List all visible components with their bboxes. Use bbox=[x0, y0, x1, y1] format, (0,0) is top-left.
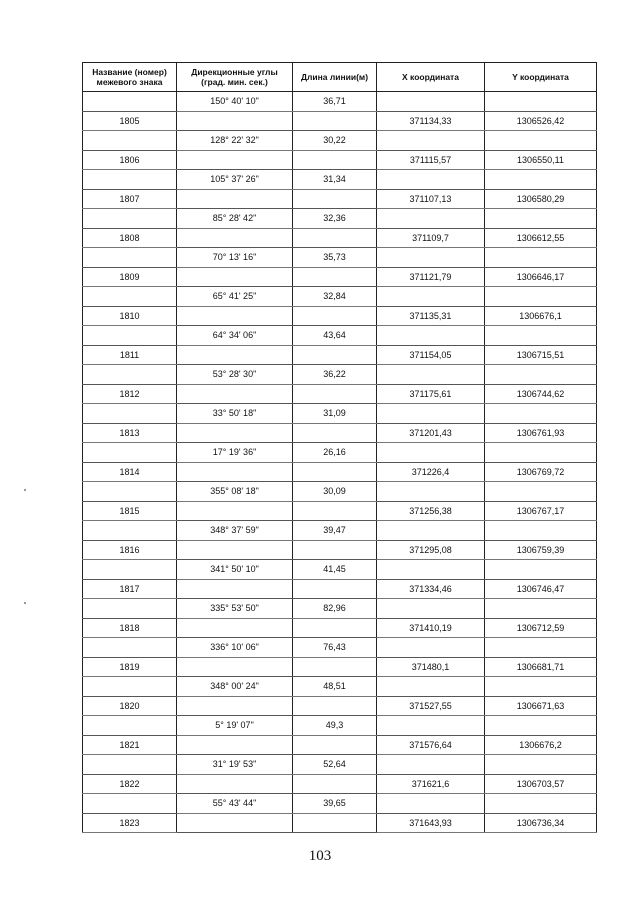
x-coordinate-cell: 371576,64 bbox=[377, 735, 485, 755]
x-coordinate-cell: 371226,4 bbox=[377, 462, 485, 482]
mark-name-cell: 1809 bbox=[83, 267, 177, 287]
direction-angle-cell: 336° 10' 06" bbox=[177, 638, 293, 658]
line-length-cell: 26,16 bbox=[293, 443, 377, 463]
y-coordinate-cell: 1306746,47 bbox=[485, 579, 597, 599]
table-row-mark bbox=[83, 462, 597, 482]
table-row-mark bbox=[83, 774, 597, 794]
line-length-cell: 35,73 bbox=[293, 248, 377, 268]
x-coordinate-cell: 371154,05 bbox=[377, 345, 485, 365]
direction-angle-cell bbox=[177, 501, 293, 521]
table-row-line bbox=[83, 599, 597, 619]
table-row-line bbox=[83, 794, 597, 814]
direction-angle-cell bbox=[177, 345, 293, 365]
table-row-mark bbox=[83, 150, 597, 170]
direction-angle-cell: 341° 50' 10" bbox=[177, 560, 293, 580]
line-length-cell bbox=[293, 579, 377, 599]
x-coordinate-cell bbox=[377, 92, 485, 112]
x-coordinate-cell: 371201,43 bbox=[377, 423, 485, 443]
direction-angle-cell: 128° 22' 32" bbox=[177, 131, 293, 151]
line-length-cell: 36,71 bbox=[293, 92, 377, 112]
y-coordinate-cell bbox=[485, 677, 597, 697]
direction-angle-cell: 17° 19' 36" bbox=[177, 443, 293, 463]
table-row-mark bbox=[83, 423, 597, 443]
header-x-coordinate: X координата bbox=[377, 63, 485, 92]
mark-name-cell bbox=[83, 599, 177, 619]
x-coordinate-cell bbox=[377, 365, 485, 385]
mark-name-cell: 1820 bbox=[83, 696, 177, 716]
y-coordinate-cell bbox=[485, 131, 597, 151]
table-row-line bbox=[83, 521, 597, 541]
line-length-cell bbox=[293, 384, 377, 404]
table-row-line bbox=[83, 443, 597, 463]
mark-name-cell: 1815 bbox=[83, 501, 177, 521]
direction-angle-cell: 53° 28' 30" bbox=[177, 365, 293, 385]
table-body bbox=[83, 92, 597, 833]
table-row-mark bbox=[83, 579, 597, 599]
direction-angle-cell bbox=[177, 579, 293, 599]
x-coordinate-cell bbox=[377, 599, 485, 619]
table-row-line bbox=[83, 326, 597, 346]
y-coordinate-cell: 1306612,55 bbox=[485, 228, 597, 248]
direction-angle-cell bbox=[177, 228, 293, 248]
direction-angle-cell bbox=[177, 306, 293, 326]
x-coordinate-cell: 371109,7 bbox=[377, 228, 485, 248]
mark-name-cell bbox=[83, 404, 177, 424]
direction-angle-cell: 55° 43' 44" bbox=[177, 794, 293, 814]
mark-name-cell bbox=[83, 287, 177, 307]
mark-name-cell: 1823 bbox=[83, 813, 177, 833]
table-row-mark bbox=[83, 735, 597, 755]
scan-speck bbox=[24, 489, 26, 491]
table-row-line bbox=[83, 560, 597, 580]
x-coordinate-cell bbox=[377, 404, 485, 424]
x-coordinate-cell bbox=[377, 560, 485, 580]
mark-name-cell bbox=[83, 170, 177, 190]
mark-name-cell bbox=[83, 638, 177, 658]
table-row-mark bbox=[83, 111, 597, 131]
mark-name-cell bbox=[83, 716, 177, 736]
direction-angle-cell bbox=[177, 150, 293, 170]
mark-name-cell bbox=[83, 482, 177, 502]
table-row-mark bbox=[83, 189, 597, 209]
direction-angle-cell: 355° 08' 18" bbox=[177, 482, 293, 502]
y-coordinate-cell: 1306712,59 bbox=[485, 618, 597, 638]
line-length-cell: 30,09 bbox=[293, 482, 377, 502]
x-coordinate-cell: 371115,57 bbox=[377, 150, 485, 170]
line-length-cell: 49,3 bbox=[293, 716, 377, 736]
table-row-line bbox=[83, 287, 597, 307]
table-row-line bbox=[83, 404, 597, 424]
direction-angle-cell: 348° 00' 24" bbox=[177, 677, 293, 697]
y-coordinate-cell bbox=[485, 170, 597, 190]
y-coordinate-cell bbox=[485, 326, 597, 346]
scan-speck bbox=[24, 602, 26, 604]
direction-angle-cell: 70° 13' 16" bbox=[177, 248, 293, 268]
direction-angle-cell: 64° 34' 06" bbox=[177, 326, 293, 346]
line-length-cell bbox=[293, 696, 377, 716]
y-coordinate-cell bbox=[485, 794, 597, 814]
y-coordinate-cell: 1306715,51 bbox=[485, 345, 597, 365]
table-row-mark bbox=[83, 813, 597, 833]
direction-angle-cell: 31° 19' 53" bbox=[177, 755, 293, 775]
y-coordinate-cell: 1306736,34 bbox=[485, 813, 597, 833]
x-coordinate-cell: 371480,1 bbox=[377, 657, 485, 677]
x-coordinate-cell: 371107,13 bbox=[377, 189, 485, 209]
header-y-coordinate: Y координата bbox=[485, 63, 597, 92]
table-row-mark bbox=[83, 657, 597, 677]
mark-name-cell bbox=[83, 443, 177, 463]
x-coordinate-cell bbox=[377, 755, 485, 775]
y-coordinate-cell: 1306671,63 bbox=[485, 696, 597, 716]
line-length-cell bbox=[293, 228, 377, 248]
line-length-cell bbox=[293, 462, 377, 482]
table-row-mark bbox=[83, 540, 597, 560]
direction-angle-cell bbox=[177, 267, 293, 287]
direction-angle-cell bbox=[177, 111, 293, 131]
x-coordinate-cell: 371134,33 bbox=[377, 111, 485, 131]
direction-angle-cell: 85° 28' 42" bbox=[177, 209, 293, 229]
direction-angle-cell: 5° 19' 07" bbox=[177, 716, 293, 736]
y-coordinate-cell: 1306676,2 bbox=[485, 735, 597, 755]
direction-angle-cell bbox=[177, 696, 293, 716]
table-row-line bbox=[83, 755, 597, 775]
table-row-line bbox=[83, 482, 597, 502]
boundary-marks-table bbox=[82, 62, 597, 833]
table-row-line bbox=[83, 170, 597, 190]
table-row-mark bbox=[83, 501, 597, 521]
line-length-cell bbox=[293, 735, 377, 755]
x-coordinate-cell: 371410,19 bbox=[377, 618, 485, 638]
line-length-cell: 52,64 bbox=[293, 755, 377, 775]
mark-name-cell bbox=[83, 677, 177, 697]
y-coordinate-cell bbox=[485, 365, 597, 385]
y-coordinate-cell: 1306761,93 bbox=[485, 423, 597, 443]
direction-angle-cell: 150° 40' 10" bbox=[177, 92, 293, 112]
direction-angle-cell bbox=[177, 735, 293, 755]
page-number: 103 bbox=[308, 848, 332, 864]
x-coordinate-cell: 371135,31 bbox=[377, 306, 485, 326]
line-length-cell: 39,47 bbox=[293, 521, 377, 541]
table-row-mark bbox=[83, 228, 597, 248]
y-coordinate-cell bbox=[485, 560, 597, 580]
line-length-cell: 48,51 bbox=[293, 677, 377, 697]
x-coordinate-cell: 371256,38 bbox=[377, 501, 485, 521]
x-coordinate-cell: 371175,61 bbox=[377, 384, 485, 404]
mark-name-cell: 1822 bbox=[83, 774, 177, 794]
mark-name-cell: 1821 bbox=[83, 735, 177, 755]
mark-name-cell: 1811 bbox=[83, 345, 177, 365]
mark-name-cell bbox=[83, 326, 177, 346]
line-length-cell: 32,36 bbox=[293, 209, 377, 229]
mark-name-cell bbox=[83, 131, 177, 151]
y-coordinate-cell: 1306744,62 bbox=[485, 384, 597, 404]
direction-angle-cell bbox=[177, 657, 293, 677]
line-length-cell bbox=[293, 111, 377, 131]
line-length-cell: 30,22 bbox=[293, 131, 377, 151]
line-length-cell bbox=[293, 150, 377, 170]
x-coordinate-cell bbox=[377, 209, 485, 229]
x-coordinate-cell bbox=[377, 482, 485, 502]
line-length-cell bbox=[293, 774, 377, 794]
mark-name-cell bbox=[83, 794, 177, 814]
y-coordinate-cell: 1306580,29 bbox=[485, 189, 597, 209]
x-coordinate-cell bbox=[377, 677, 485, 697]
direction-angle-cell bbox=[177, 462, 293, 482]
direction-angle-cell: 335° 53' 50" bbox=[177, 599, 293, 619]
direction-angle-cell bbox=[177, 813, 293, 833]
y-coordinate-cell bbox=[485, 287, 597, 307]
x-coordinate-cell: 371121,79 bbox=[377, 267, 485, 287]
direction-angle-cell bbox=[177, 384, 293, 404]
y-coordinate-cell: 1306769,72 bbox=[485, 462, 597, 482]
y-coordinate-cell: 1306767,17 bbox=[485, 501, 597, 521]
direction-angle-cell: 33° 50' 18" bbox=[177, 404, 293, 424]
mark-name-cell: 1810 bbox=[83, 306, 177, 326]
mark-name-cell bbox=[83, 365, 177, 385]
line-length-cell bbox=[293, 540, 377, 560]
line-length-cell bbox=[293, 423, 377, 443]
line-length-cell bbox=[293, 345, 377, 365]
line-length-cell bbox=[293, 813, 377, 833]
direction-angle-cell bbox=[177, 618, 293, 638]
y-coordinate-cell bbox=[485, 248, 597, 268]
y-coordinate-cell: 1306550,11 bbox=[485, 150, 597, 170]
y-coordinate-cell: 1306526,42 bbox=[485, 111, 597, 131]
x-coordinate-cell: 371334,46 bbox=[377, 579, 485, 599]
header-direction-angle: Дирекционные углы (град. мин. сек.) bbox=[177, 63, 293, 92]
line-length-cell: 41,45 bbox=[293, 560, 377, 580]
table-row-line bbox=[83, 365, 597, 385]
x-coordinate-cell: 371621,6 bbox=[377, 774, 485, 794]
mark-name-cell bbox=[83, 248, 177, 268]
x-coordinate-cell: 371295,08 bbox=[377, 540, 485, 560]
mark-name-cell: 1805 bbox=[83, 111, 177, 131]
mark-name-cell: 1806 bbox=[83, 150, 177, 170]
y-coordinate-cell bbox=[485, 92, 597, 112]
line-length-cell bbox=[293, 189, 377, 209]
x-coordinate-cell bbox=[377, 716, 485, 736]
y-coordinate-cell bbox=[485, 638, 597, 658]
y-coordinate-cell: 1306759,39 bbox=[485, 540, 597, 560]
mark-name-cell: 1808 bbox=[83, 228, 177, 248]
table-row-line bbox=[83, 248, 597, 268]
x-coordinate-cell: 371527,55 bbox=[377, 696, 485, 716]
line-length-cell bbox=[293, 267, 377, 287]
y-coordinate-cell: 1306703,57 bbox=[485, 774, 597, 794]
x-coordinate-cell bbox=[377, 170, 485, 190]
direction-angle-cell bbox=[177, 540, 293, 560]
line-length-cell bbox=[293, 501, 377, 521]
direction-angle-cell bbox=[177, 423, 293, 443]
table-row-mark bbox=[83, 306, 597, 326]
mark-name-cell: 1818 bbox=[83, 618, 177, 638]
mark-name-cell bbox=[83, 560, 177, 580]
direction-angle-cell: 348° 37' 59" bbox=[177, 521, 293, 541]
line-length-cell: 31,09 bbox=[293, 404, 377, 424]
mark-name-cell bbox=[83, 755, 177, 775]
table-row-line bbox=[83, 716, 597, 736]
line-length-cell: 76,43 bbox=[293, 638, 377, 658]
table-row-mark bbox=[83, 384, 597, 404]
table-row-line bbox=[83, 209, 597, 229]
table-header bbox=[83, 63, 597, 92]
x-coordinate-cell bbox=[377, 287, 485, 307]
y-coordinate-cell bbox=[485, 404, 597, 424]
line-length-cell: 82,96 bbox=[293, 599, 377, 619]
line-length-cell: 36,22 bbox=[293, 365, 377, 385]
y-coordinate-cell: 1306676,1 bbox=[485, 306, 597, 326]
mark-name-cell: 1812 bbox=[83, 384, 177, 404]
line-length-cell bbox=[293, 618, 377, 638]
table-row-mark bbox=[83, 267, 597, 287]
line-length-cell: 39,65 bbox=[293, 794, 377, 814]
mark-name-cell bbox=[83, 521, 177, 541]
direction-angle-cell bbox=[177, 774, 293, 794]
x-coordinate-cell bbox=[377, 248, 485, 268]
header-row bbox=[83, 63, 597, 92]
header-mark-name: Название (номер) межевого знака bbox=[83, 63, 177, 92]
line-length-cell: 32,84 bbox=[293, 287, 377, 307]
y-coordinate-cell bbox=[485, 482, 597, 502]
mark-name-cell: 1813 bbox=[83, 423, 177, 443]
y-coordinate-cell bbox=[485, 521, 597, 541]
y-coordinate-cell bbox=[485, 443, 597, 463]
x-coordinate-cell bbox=[377, 131, 485, 151]
line-length-cell bbox=[293, 306, 377, 326]
x-coordinate-cell: 371643,93 bbox=[377, 813, 485, 833]
x-coordinate-cell bbox=[377, 794, 485, 814]
y-coordinate-cell bbox=[485, 755, 597, 775]
table-row-mark bbox=[83, 345, 597, 365]
direction-angle-cell bbox=[177, 189, 293, 209]
x-coordinate-cell bbox=[377, 443, 485, 463]
table-row-mark bbox=[83, 618, 597, 638]
mark-name-cell: 1807 bbox=[83, 189, 177, 209]
y-coordinate-cell bbox=[485, 209, 597, 229]
mark-name-cell: 1817 bbox=[83, 579, 177, 599]
y-coordinate-cell: 1306681,71 bbox=[485, 657, 597, 677]
table-row-line bbox=[83, 131, 597, 151]
y-coordinate-cell bbox=[485, 716, 597, 736]
direction-angle-cell: 65° 41' 25" bbox=[177, 287, 293, 307]
x-coordinate-cell bbox=[377, 326, 485, 346]
direction-angle-cell: 105° 37' 26" bbox=[177, 170, 293, 190]
mark-name-cell bbox=[83, 209, 177, 229]
mark-name-cell: 1816 bbox=[83, 540, 177, 560]
table-row-line bbox=[83, 677, 597, 697]
y-coordinate-cell bbox=[485, 599, 597, 619]
header-line-length: Длина линии(м) bbox=[293, 63, 377, 92]
table-row-line bbox=[83, 638, 597, 658]
table-row-line bbox=[83, 92, 597, 112]
y-coordinate-cell: 1306646,17 bbox=[485, 267, 597, 287]
x-coordinate-cell bbox=[377, 638, 485, 658]
mark-name-cell: 1819 bbox=[83, 657, 177, 677]
mark-name-cell: 1814 bbox=[83, 462, 177, 482]
x-coordinate-cell bbox=[377, 521, 485, 541]
line-length-cell: 31,34 bbox=[293, 170, 377, 190]
table-row-mark bbox=[83, 696, 597, 716]
line-length-cell: 43,64 bbox=[293, 326, 377, 346]
line-length-cell bbox=[293, 657, 377, 677]
mark-name-cell bbox=[83, 92, 177, 112]
